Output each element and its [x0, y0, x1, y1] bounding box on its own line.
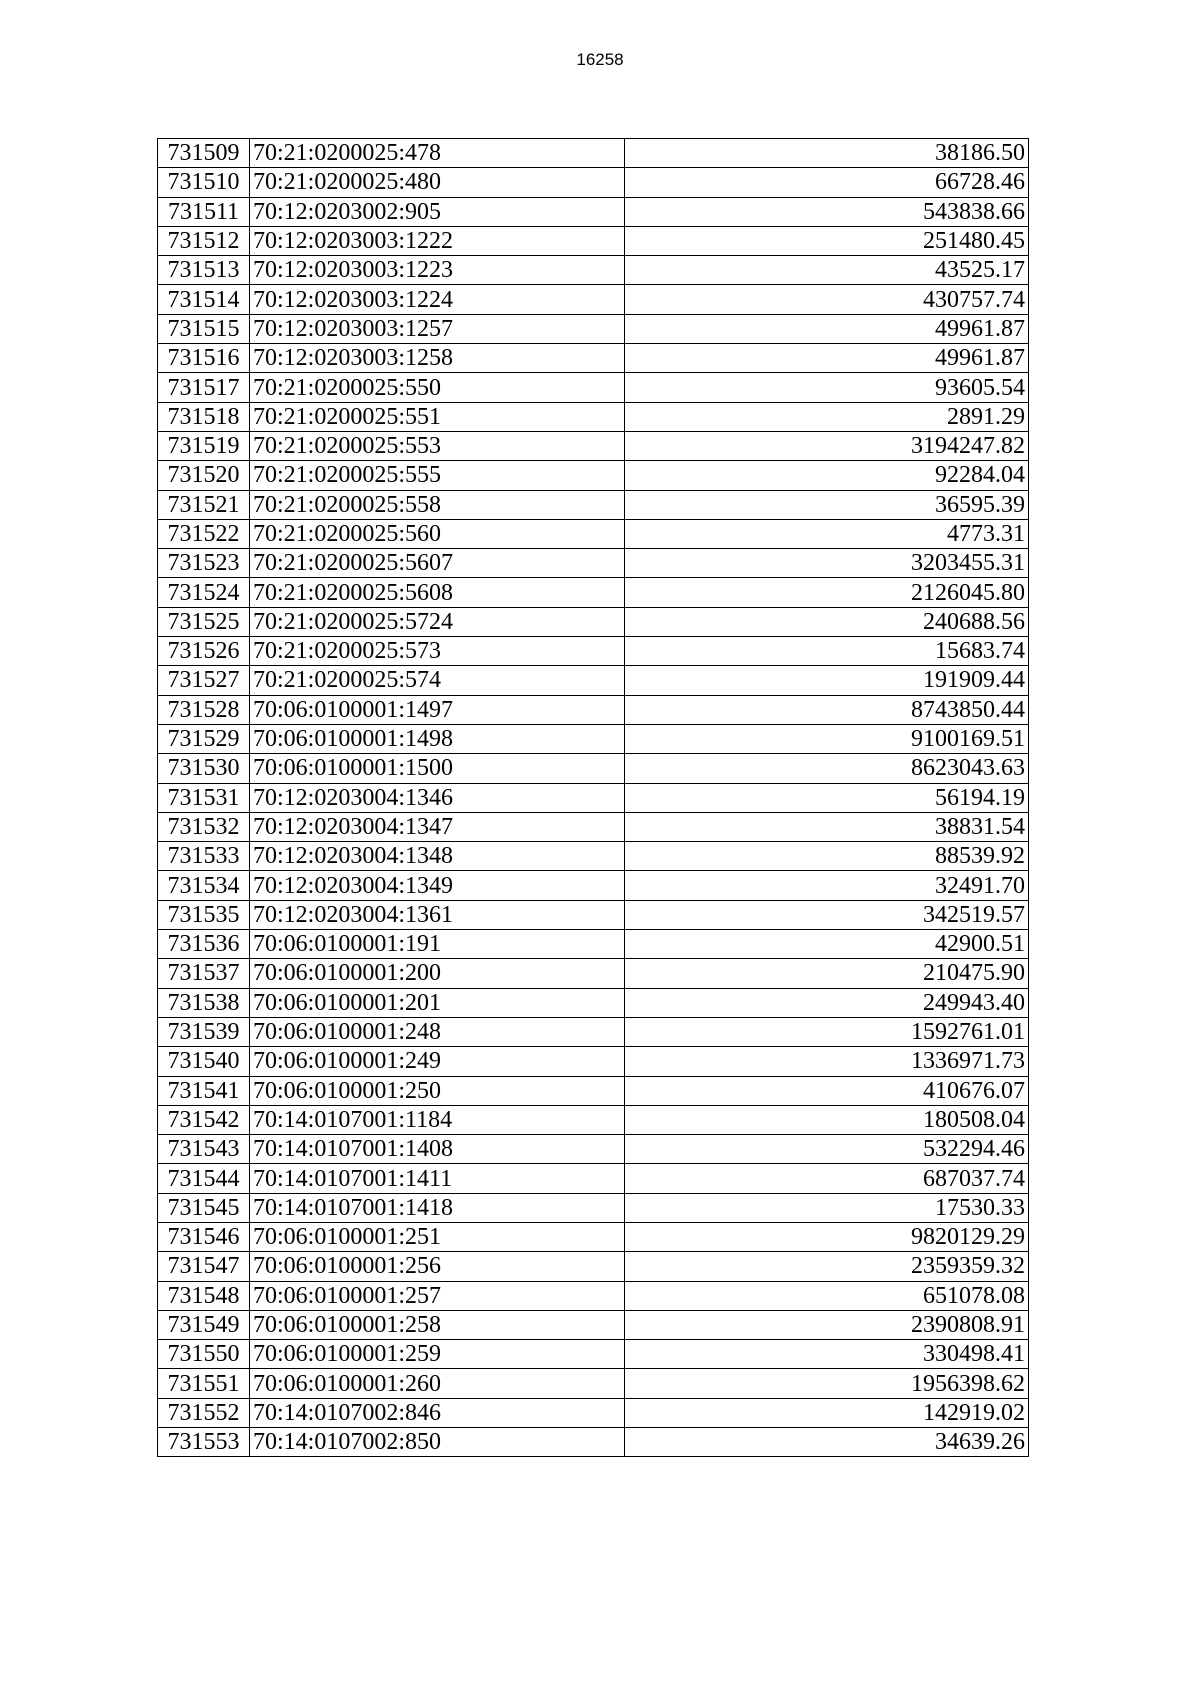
value-cell: 49961.87: [625, 314, 1029, 343]
value-cell: 342519.57: [625, 900, 1029, 929]
value-cell: 543838.66: [625, 197, 1029, 226]
row-number-cell: 731519: [158, 431, 250, 460]
cadastral-number-cell: 70:14:0107001:1411: [250, 1164, 625, 1193]
row-number-cell: 731550: [158, 1340, 250, 1369]
table-row: [158, 666, 1029, 695]
value-cell: 8743850.44: [625, 695, 1029, 724]
row-number-cell: 731523: [158, 549, 250, 578]
value-cell: 330498.41: [625, 1340, 1029, 1369]
table-row: [158, 490, 1029, 519]
cadastral-number-cell: 70:12:0203002:905: [250, 197, 625, 226]
cadastral-number-cell: 70:21:0200025:558: [250, 490, 625, 519]
table-row: [158, 226, 1029, 255]
row-number-cell: 731540: [158, 1047, 250, 1076]
cadastral-number-cell: 70:06:0100001:257: [250, 1281, 625, 1310]
table-row: [158, 1105, 1029, 1134]
value-cell: 180508.04: [625, 1105, 1029, 1134]
cadastral-number-cell: 70:06:0100001:1500: [250, 754, 625, 783]
cadastral-number-cell: 70:21:0200025:478: [250, 139, 625, 168]
cadastral-number-cell: 70:06:0100001:256: [250, 1252, 625, 1281]
row-number-cell: 731522: [158, 519, 250, 548]
table-row: [158, 197, 1029, 226]
table-body: [158, 139, 1029, 1457]
table-row: [158, 812, 1029, 841]
cadastral-number-cell: 70:21:0200025:551: [250, 402, 625, 431]
cadastral-number-cell: 70:06:0100001:250: [250, 1076, 625, 1105]
value-cell: 687037.74: [625, 1164, 1029, 1193]
value-cell: 43525.17: [625, 256, 1029, 285]
row-number-cell: 731545: [158, 1193, 250, 1222]
row-number-cell: 731532: [158, 812, 250, 841]
row-number-cell: 731513: [158, 256, 250, 285]
row-number-cell: 731542: [158, 1105, 250, 1134]
row-number-cell: 731518: [158, 402, 250, 431]
row-number-cell: 731543: [158, 1135, 250, 1164]
table-row: [158, 1164, 1029, 1193]
table-row: [158, 139, 1029, 168]
value-cell: 532294.46: [625, 1135, 1029, 1164]
row-number-cell: 731551: [158, 1369, 250, 1398]
row-number-cell: 731553: [158, 1428, 250, 1457]
table-row: [158, 373, 1029, 402]
cadastral-number-cell: 70:12:0203004:1361: [250, 900, 625, 929]
cadastral-number-cell: 70:06:0100001:249: [250, 1047, 625, 1076]
value-cell: 66728.46: [625, 168, 1029, 197]
row-number-cell: 731547: [158, 1252, 250, 1281]
cadastral-number-cell: 70:21:0200025:560: [250, 519, 625, 548]
value-cell: 32491.70: [625, 871, 1029, 900]
row-number-cell: 731536: [158, 930, 250, 959]
row-number-cell: 731514: [158, 285, 250, 314]
value-cell: 49961.87: [625, 344, 1029, 373]
row-number-cell: 731527: [158, 666, 250, 695]
cadastral-number-cell: 70:06:0100001:1497: [250, 695, 625, 724]
value-cell: 210475.90: [625, 959, 1029, 988]
row-number-cell: 731515: [158, 314, 250, 343]
value-cell: 142919.02: [625, 1398, 1029, 1427]
value-cell: 42900.51: [625, 930, 1029, 959]
row-number-cell: 731544: [158, 1164, 250, 1193]
row-number-cell: 731548: [158, 1281, 250, 1310]
cadastral-number-cell: 70:12:0203003:1258: [250, 344, 625, 373]
cadastral-number-cell: 70:14:0107001:1184: [250, 1105, 625, 1134]
row-number-cell: 731552: [158, 1398, 250, 1427]
table-row: [158, 724, 1029, 753]
value-cell: 1336971.73: [625, 1047, 1029, 1076]
row-number-cell: 731524: [158, 578, 250, 607]
table-row: [158, 783, 1029, 812]
cadastral-number-cell: 70:14:0107001:1418: [250, 1193, 625, 1222]
table-row: [158, 988, 1029, 1017]
table-row: [158, 402, 1029, 431]
value-cell: 9100169.51: [625, 724, 1029, 753]
table-row: [158, 1193, 1029, 1222]
cadastral-number-cell: 70:21:0200025:480: [250, 168, 625, 197]
cadastral-value-table: [157, 138, 1029, 1457]
cadastral-number-cell: 70:06:0100001:201: [250, 988, 625, 1017]
cadastral-number-cell: 70:21:0200025:5607: [250, 549, 625, 578]
cadastral-number-cell: 70:21:0200025:5608: [250, 578, 625, 607]
row-number-cell: 731526: [158, 637, 250, 666]
table-row: [158, 754, 1029, 783]
value-cell: 1592761.01: [625, 1017, 1029, 1046]
row-number-cell: 731531: [158, 783, 250, 812]
row-number-cell: 731529: [158, 724, 250, 753]
row-number-cell: 731533: [158, 842, 250, 871]
table-row: [158, 314, 1029, 343]
table-row: [158, 607, 1029, 636]
row-number-cell: 731512: [158, 226, 250, 255]
value-cell: 92284.04: [625, 461, 1029, 490]
table-row: [158, 871, 1029, 900]
cadastral-number-cell: 70:12:0203004:1349: [250, 871, 625, 900]
table-row: [158, 1252, 1029, 1281]
table-row: [158, 578, 1029, 607]
cadastral-number-cell: 70:06:0100001:251: [250, 1222, 625, 1251]
value-cell: 15683.74: [625, 637, 1029, 666]
table-row: [158, 1281, 1029, 1310]
table-row: [158, 1369, 1029, 1398]
table-row: [158, 461, 1029, 490]
cadastral-number-cell: 70:21:0200025:5724: [250, 607, 625, 636]
row-number-cell: 731525: [158, 607, 250, 636]
table-row: [158, 1047, 1029, 1076]
table-row: [158, 168, 1029, 197]
value-cell: 191909.44: [625, 666, 1029, 695]
cadastral-number-cell: 70:12:0203004:1347: [250, 812, 625, 841]
table-row: [158, 1398, 1029, 1427]
table-row: [158, 1135, 1029, 1164]
row-number-cell: 731546: [158, 1222, 250, 1251]
value-cell: 410676.07: [625, 1076, 1029, 1105]
value-cell: 36595.39: [625, 490, 1029, 519]
value-cell: 430757.74: [625, 285, 1029, 314]
value-cell: 240688.56: [625, 607, 1029, 636]
value-cell: 3203455.31: [625, 549, 1029, 578]
cadastral-number-cell: 70:06:0100001:260: [250, 1369, 625, 1398]
cadastral-number-cell: 70:12:0203003:1257: [250, 314, 625, 343]
value-cell: 34639.26: [625, 1428, 1029, 1457]
table-row: [158, 900, 1029, 929]
value-cell: 38186.50: [625, 139, 1029, 168]
table-row: [158, 695, 1029, 724]
value-cell: 2359359.32: [625, 1252, 1029, 1281]
cadastral-number-cell: 70:06:0100001:1498: [250, 724, 625, 753]
value-cell: 651078.08: [625, 1281, 1029, 1310]
table-row: [158, 842, 1029, 871]
row-number-cell: 731539: [158, 1017, 250, 1046]
table-row: [158, 431, 1029, 460]
value-cell: 2390808.91: [625, 1310, 1029, 1339]
row-number-cell: 731516: [158, 344, 250, 373]
cadastral-number-cell: 70:21:0200025:553: [250, 431, 625, 460]
cadastral-number-cell: 70:12:0203003:1223: [250, 256, 625, 285]
value-cell: 249943.40: [625, 988, 1029, 1017]
cadastral-number-cell: 70:06:0100001:258: [250, 1310, 625, 1339]
cadastral-number-cell: 70:21:0200025:555: [250, 461, 625, 490]
table-row: [158, 256, 1029, 285]
cadastral-number-cell: 70:21:0200025:573: [250, 637, 625, 666]
row-number-cell: 731534: [158, 871, 250, 900]
value-cell: 3194247.82: [625, 431, 1029, 460]
table-row: [158, 285, 1029, 314]
table-row: [158, 930, 1029, 959]
cadastral-number-cell: 70:12:0203004:1348: [250, 842, 625, 871]
row-number-cell: 731530: [158, 754, 250, 783]
cadastral-number-cell: 70:14:0107002:846: [250, 1398, 625, 1427]
row-number-cell: 731537: [158, 959, 250, 988]
value-cell: 4773.31: [625, 519, 1029, 548]
row-number-cell: 731538: [158, 988, 250, 1017]
value-cell: 251480.45: [625, 226, 1029, 255]
table-row: [158, 637, 1029, 666]
row-number-cell: 731520: [158, 461, 250, 490]
cadastral-number-cell: 70:12:0203004:1346: [250, 783, 625, 812]
table-row: [158, 344, 1029, 373]
cadastral-number-cell: 70:21:0200025:550: [250, 373, 625, 402]
value-cell: 88539.92: [625, 842, 1029, 871]
table-row: [158, 1428, 1029, 1457]
table-row: [158, 1017, 1029, 1046]
cadastral-number-cell: 70:06:0100001:200: [250, 959, 625, 988]
cadastral-number-cell: 70:06:0100001:191: [250, 930, 625, 959]
cadastral-number-cell: 70:12:0203003:1224: [250, 285, 625, 314]
value-cell: 38831.54: [625, 812, 1029, 841]
cadastral-number-cell: 70:06:0100001:259: [250, 1340, 625, 1369]
table-row: [158, 1310, 1029, 1339]
table-row: [158, 1076, 1029, 1105]
table-row: [158, 549, 1029, 578]
cadastral-number-cell: 70:21:0200025:574: [250, 666, 625, 695]
table-row: [158, 959, 1029, 988]
value-cell: 56194.19: [625, 783, 1029, 812]
cadastral-number-cell: 70:14:0107001:1408: [250, 1135, 625, 1164]
row-number-cell: 731511: [158, 197, 250, 226]
value-cell: 8623043.63: [625, 754, 1029, 783]
cadastral-number-cell: 70:14:0107002:850: [250, 1428, 625, 1457]
page-number: 16258: [576, 50, 624, 69]
row-number-cell: 731549: [158, 1310, 250, 1339]
row-number-cell: 731517: [158, 373, 250, 402]
row-number-cell: 731528: [158, 695, 250, 724]
row-number-cell: 731521: [158, 490, 250, 519]
cadastral-number-cell: 70:06:0100001:248: [250, 1017, 625, 1046]
table-row: [158, 519, 1029, 548]
value-cell: 2891.29: [625, 402, 1029, 431]
value-cell: 17530.33: [625, 1193, 1029, 1222]
table-row: [158, 1340, 1029, 1369]
value-cell: 2126045.80: [625, 578, 1029, 607]
row-number-cell: 731541: [158, 1076, 250, 1105]
cadastral-number-cell: 70:12:0203003:1222: [250, 226, 625, 255]
row-number-cell: 731510: [158, 168, 250, 197]
row-number-cell: 731509: [158, 139, 250, 168]
value-cell: 9820129.29: [625, 1222, 1029, 1251]
value-cell: 93605.54: [625, 373, 1029, 402]
value-cell: 1956398.62: [625, 1369, 1029, 1398]
row-number-cell: 731535: [158, 900, 250, 929]
table-row: [158, 1222, 1029, 1251]
